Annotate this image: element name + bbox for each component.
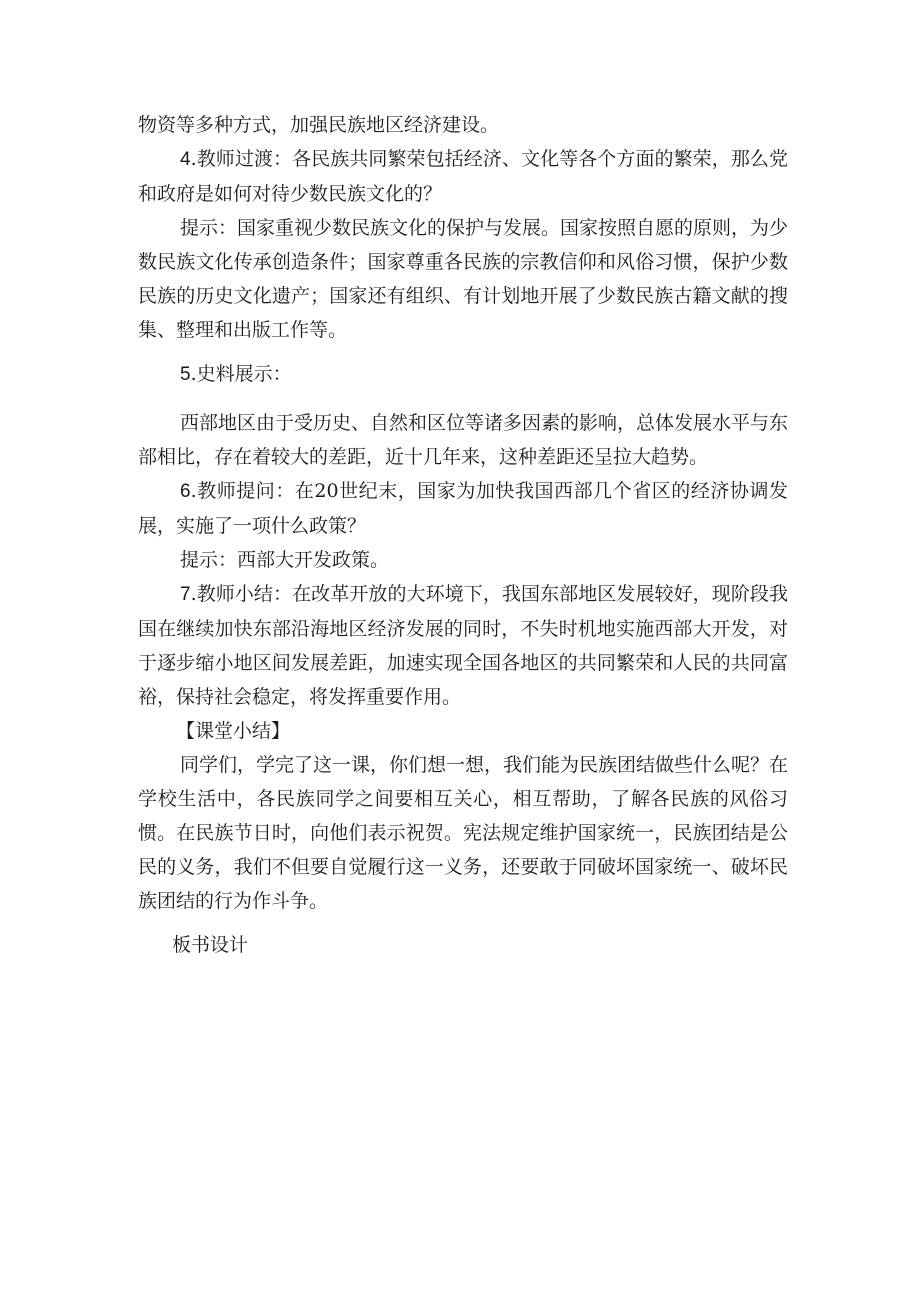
paragraph-historical-material: [138, 357, 788, 392]
paragraph-hint-western-development: 提示：西部大开发政策。: [180, 549, 390, 571]
paragraph-teacher-question: [138, 474, 788, 543]
document-page: [138, 108, 788, 962]
paragraph-class-summary: 同学们，学完了这一课，你们想一想，我们能为民族团结做些什么呢？在学校生活中，各民族同学之间要相互关心，相互帮助，了解各民族的风俗习惯。在民族节日时，向他们表示祝贺。宪法规定维护国家统一，民族团结是公民的义务，我们不但要自觉履行这一义务，还要敢于同破坏国家统一、破坏民族团结的行为作斗争。: [138, 754, 789, 912]
paragraph-hint-culture: 提示：国家重视少数民族文化的保护与发展。国家按照自愿的原则，为少数民族文化传承创造条件；国家尊重各民族的宗教信仰和风俗习惯，保护少数民族的历史文化遗产；国家还有组织、有计划地开展了少数民族古籍文献的搜集、整理和出版工作等。: [138, 217, 789, 341]
teacher-question-text: .教师提问：在20世纪末，国家为加快我国西部几个省区的经济协调发展，实施了一项什么政策？: [138, 480, 788, 537]
item-number-4: 4: [180, 149, 191, 170]
paragraph-economic-construction: 物资等多种方式，加强民族地区经济建设。: [138, 114, 500, 136]
item-number-7: 7: [180, 584, 191, 605]
item-number-5: 5: [180, 364, 191, 385]
class-summary-heading: 【课堂小结】: [176, 720, 291, 742]
historical-material-label: .史料展示：: [190, 363, 292, 385]
board-design-heading: 板书设计: [172, 934, 249, 956]
paragraph-teacher-transition: [138, 142, 788, 211]
paragraph-western-region-material: 西部地区由于受历史、自然和区位等诸多因素的影响，总体发展水平与东部相比，存在着较大的差距，近十几年来，这种差距还呈拉大趋势。: [138, 412, 789, 468]
teacher-summary-text: .教师小结：在改革开放的大环境下，我国东部地区发展较好，现阶段我国在继续加快东部沿海地区经济发展的同时，不失时机地实施西部大开发，对于逐步缩小地区间发展差距，加速实现全国各地区的共同繁荣和人民的共同富裕，保持社会稳定，将发挥重要作用。: [138, 583, 788, 708]
item-number-6: 6: [180, 481, 191, 502]
teacher-transition-text: .教师过渡：各民族共同繁荣包括经济、文化等各个方面的繁荣，那么党和政府是如何对待少数民族文化的？: [138, 148, 788, 205]
paragraph-teacher-summary: [138, 577, 788, 714]
